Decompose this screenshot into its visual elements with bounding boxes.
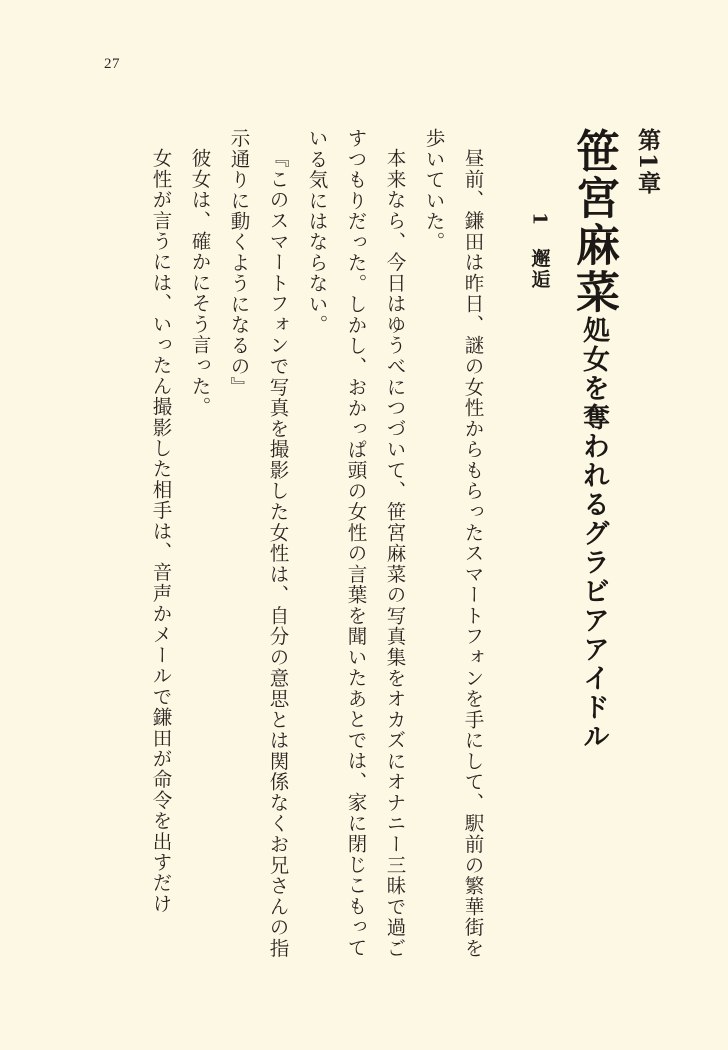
chapter-label: 第1章 bbox=[634, 128, 661, 197]
vertical-text-column bbox=[115, 128, 664, 958]
body-paragraph: 昼前、鎌田は昨日、謎の女性からもらったスマートフォンを手にして、駅前の繁華街を歩いていた。 bbox=[422, 128, 485, 958]
body-paragraph: 彼女は、確かにそう言った。 bbox=[188, 147, 212, 417]
body-text bbox=[141, 128, 492, 958]
chapter-title-sub: 処女を奪われるグラビアアイドル bbox=[578, 316, 609, 751]
chapter-title-main: 笹宮麻菜 bbox=[568, 128, 619, 316]
body-paragraph: 『このスマートフォンで写真を撮影した女性は、自分の意思とは関係なくお兄さんの指示通りに動くようになるの』 bbox=[227, 128, 290, 958]
chapter-title bbox=[569, 128, 617, 958]
section-heading: 1 邂逅 bbox=[528, 212, 551, 291]
body-paragraph: 女性が言うには、いったん撮影した相手は、音声かメールで鎌田が命令を出すだけ bbox=[149, 147, 173, 914]
body-paragraph: 本来なら、今日はゆうべにつづいて、笹宮麻菜の写真集をオカズにオナニー三昧で過ごすつもりだった。しかし、おかっぱ頭の女性の言葉を聞いたあとでは、家に閉じこもっている気にはならない。 bbox=[305, 128, 407, 958]
page-number: 27 bbox=[104, 56, 120, 72]
